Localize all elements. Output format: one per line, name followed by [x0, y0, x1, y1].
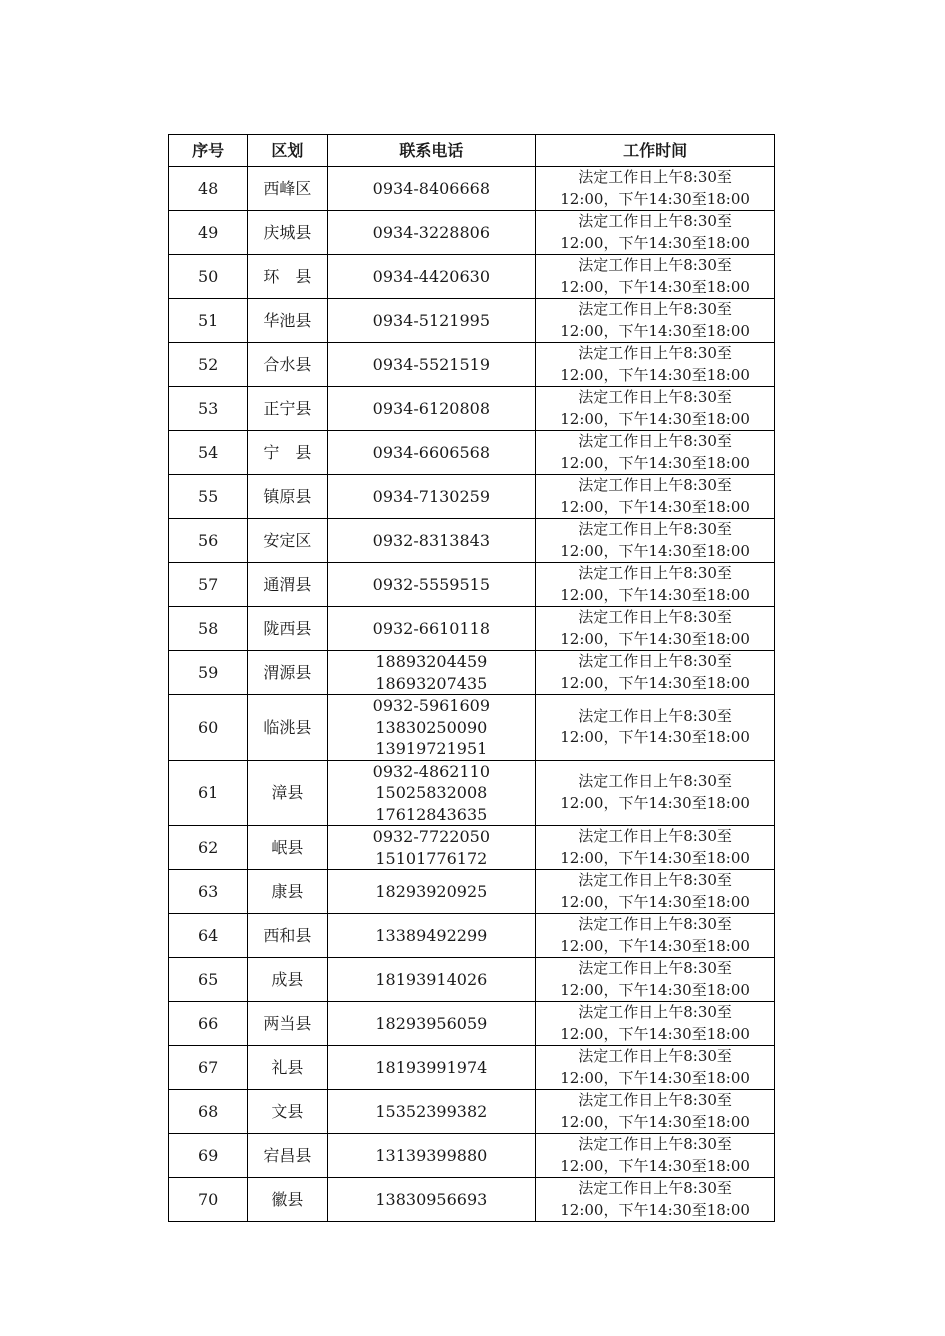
- working-hours-line: 12:00，下午14:30至18:00: [560, 793, 750, 812]
- contact-phone: 0934-3228806: [372, 222, 491, 242]
- table-row: [169, 475, 775, 519]
- working-hours-line: 法定工作日上午8:30至: [578, 1179, 732, 1197]
- district-name: 徽县: [248, 1178, 327, 1222]
- contact-phone-cell: [327, 519, 536, 563]
- working-hours-line: 12:00，下午14:30至18:00: [560, 277, 750, 296]
- contact-phone: 0934-6120808: [372, 398, 491, 418]
- row-number: 68: [169, 1090, 248, 1134]
- contact-phone: 13830956693: [375, 1189, 488, 1209]
- contact-phone: 15101776172: [375, 848, 488, 868]
- working-hours-cell: [536, 1090, 775, 1134]
- district-name: 镇原县: [248, 475, 327, 519]
- working-hours-line: 法定工作日上午8:30至: [578, 1135, 732, 1153]
- working-hours-line: 12:00，下午14:30至18:00: [560, 1200, 750, 1219]
- row-number: 60: [169, 695, 248, 761]
- district-name: 安定区: [248, 519, 327, 563]
- row-number: 70: [169, 1178, 248, 1222]
- contact-phone-cell: [327, 299, 536, 343]
- working-hours-line: 12:00，下午14:30至18:00: [560, 189, 750, 208]
- row-number: 52: [169, 343, 248, 387]
- contact-phone-cell: [327, 695, 536, 761]
- contact-phone: 0932-6610118: [372, 618, 491, 638]
- row-number: 62: [169, 826, 248, 870]
- row-number: 49: [169, 211, 248, 255]
- working-hours-cell: [536, 695, 775, 761]
- table-row: [169, 695, 775, 761]
- contact-phone: 18893204459: [375, 652, 488, 671]
- working-hours-line: 12:00，下午14:30至18:00: [560, 409, 750, 428]
- contact-phone-cell: [327, 343, 536, 387]
- contact-phone: 0932-8313843: [372, 530, 491, 550]
- working-hours-cell: [536, 387, 775, 431]
- working-hours-line: 法定工作日上午8:30至: [578, 652, 732, 670]
- table-row: [169, 1090, 775, 1134]
- contact-phone: 13139399880: [375, 1145, 488, 1165]
- contact-phone-cell: [327, 167, 536, 211]
- working-hours-line: 法定工作日上午8:30至: [578, 388, 732, 406]
- working-hours-line: 12:00，下午14:30至18:00: [560, 233, 750, 252]
- row-number: 55: [169, 475, 248, 519]
- table-row: [169, 211, 775, 255]
- contact-phone-cell: [327, 760, 536, 826]
- district-name: 正宁县: [248, 387, 327, 431]
- working-hours-line: 12:00，下午14:30至18:00: [560, 365, 750, 384]
- working-hours-line: 12:00，下午14:30至18:00: [560, 585, 750, 604]
- row-number: 67: [169, 1046, 248, 1090]
- header-row: [169, 135, 775, 167]
- district-name: 渭源县: [248, 651, 327, 695]
- working-hours-line: 法定工作日上午8:30至: [578, 1047, 732, 1065]
- contact-phone-cell: [327, 431, 536, 475]
- row-number: 69: [169, 1134, 248, 1178]
- working-hours-cell: [536, 211, 775, 255]
- district-name: 成县: [248, 958, 327, 1002]
- district-name: 宁 县: [248, 431, 327, 475]
- table-row: [169, 387, 775, 431]
- working-hours-line: 法定工作日上午8:30至: [578, 1091, 732, 1109]
- district-name: 通渭县: [248, 563, 327, 607]
- table-row: [169, 1134, 775, 1178]
- district-name: 临洮县: [248, 695, 327, 761]
- working-hours-line: 法定工作日上午8:30至: [578, 608, 732, 626]
- row-number: 65: [169, 958, 248, 1002]
- contact-phone: 18193991974: [375, 1057, 488, 1077]
- contact-phone-cell: [327, 870, 536, 914]
- working-hours-cell: [536, 607, 775, 651]
- contact-phone: 0934-6606568: [372, 442, 491, 462]
- working-hours-cell: [536, 563, 775, 607]
- header-district: 区划: [248, 135, 327, 167]
- working-hours-line: 法定工作日上午8:30至: [578, 168, 732, 186]
- table-row: [169, 826, 775, 870]
- working-hours-line: 法定工作日上午8:30至: [578, 344, 732, 362]
- working-hours-cell: [536, 914, 775, 958]
- district-name: 西峰区: [248, 167, 327, 211]
- working-hours-line: 12:00，下午14:30至18:00: [560, 980, 750, 999]
- working-hours-cell: [536, 431, 775, 475]
- district-name: 庆城县: [248, 211, 327, 255]
- working-hours-line: 法定工作日上午8:30至: [578, 520, 732, 538]
- contact-phone: 13389492299: [375, 925, 488, 945]
- working-hours-cell: [536, 299, 775, 343]
- working-hours-line: 法定工作日上午8:30至: [578, 300, 732, 318]
- row-number: 58: [169, 607, 248, 651]
- table-row: [169, 651, 775, 695]
- contact-phone-cell: [327, 958, 536, 1002]
- table-row: [169, 255, 775, 299]
- working-hours-line: 12:00，下午14:30至18:00: [560, 673, 750, 692]
- working-hours-line: 法定工作日上午8:30至: [578, 212, 732, 230]
- contact-phone-cell: [327, 1090, 536, 1134]
- contact-phone-cell: [327, 563, 536, 607]
- row-number: 63: [169, 870, 248, 914]
- working-hours-line: 法定工作日上午8:30至: [578, 915, 732, 933]
- contact-phone: 0934-4420630: [372, 266, 491, 286]
- working-hours-line: 法定工作日上午8:30至: [578, 564, 732, 582]
- contact-phone: 18293920925: [375, 881, 488, 901]
- table-header: [169, 135, 775, 167]
- table-row: [169, 607, 775, 651]
- district-name: 华池县: [248, 299, 327, 343]
- working-hours-cell: [536, 343, 775, 387]
- working-hours-line: 12:00，下午14:30至18:00: [560, 321, 750, 340]
- contact-phone: 0934-7130259: [372, 486, 491, 506]
- working-hours-line: 12:00，下午14:30至18:00: [560, 892, 750, 911]
- working-hours-line: 法定工作日上午8:30至: [578, 827, 732, 845]
- working-hours-line: 12:00，下午14:30至18:00: [560, 497, 750, 516]
- working-hours-cell: [536, 760, 775, 826]
- working-hours-line: 12:00，下午14:30至18:00: [560, 936, 750, 955]
- table-body: [169, 167, 775, 1222]
- contact-phone: 0934-8406668: [372, 178, 491, 198]
- district-name: 西和县: [248, 914, 327, 958]
- working-hours-cell: [536, 826, 775, 870]
- working-hours-cell: [536, 651, 775, 695]
- contact-phone-cell: [327, 1046, 536, 1090]
- table-row: [169, 519, 775, 563]
- contact-phone-cell: [327, 475, 536, 519]
- working-hours-line: 法定工作日上午8:30至: [578, 871, 732, 889]
- contact-phone: 13830250090: [375, 717, 488, 737]
- row-number: 56: [169, 519, 248, 563]
- district-name: 文县: [248, 1090, 327, 1134]
- contact-phone-cell: [327, 914, 536, 958]
- contact-phone: 0932-5559515: [372, 574, 491, 594]
- contact-phone: 0934-5121995: [372, 310, 491, 330]
- district-name: 康县: [248, 870, 327, 914]
- contact-phone-cell: [327, 211, 536, 255]
- table-row: [169, 1046, 775, 1090]
- working-hours-line: 12:00，下午14:30至18:00: [560, 453, 750, 472]
- table-row: [169, 167, 775, 211]
- contact-phone: 18293956059: [375, 1013, 488, 1033]
- working-hours-line: 12:00，下午14:30至18:00: [560, 1156, 750, 1175]
- table-row: [169, 958, 775, 1002]
- contact-phone: 15025832008: [375, 783, 488, 802]
- working-hours-line: 法定工作日上午8:30至: [578, 772, 732, 791]
- contact-phone-cell: [327, 387, 536, 431]
- working-hours-line: 12:00，下午14:30至18:00: [560, 848, 750, 867]
- contact-table: [168, 134, 775, 1222]
- table-row: [169, 343, 775, 387]
- contact-phone: 18693207435: [375, 673, 488, 693]
- contact-phone-cell: [327, 651, 536, 695]
- working-hours-cell: [536, 1178, 775, 1222]
- row-number: 51: [169, 299, 248, 343]
- table-row: [169, 299, 775, 343]
- working-hours-line: 法定工作日上午8:30至: [578, 256, 732, 274]
- row-number: 53: [169, 387, 248, 431]
- row-number: 59: [169, 651, 248, 695]
- working-hours-line: 法定工作日上午8:30至: [578, 1003, 732, 1021]
- district-name: 岷县: [248, 826, 327, 870]
- row-number: 50: [169, 255, 248, 299]
- header-no: 序号: [169, 135, 248, 167]
- contact-phone: 0934-5521519: [372, 354, 491, 374]
- working-hours-line: 法定工作日上午8:30至: [578, 959, 732, 977]
- working-hours-cell: [536, 1002, 775, 1046]
- working-hours-cell: [536, 519, 775, 563]
- table-row: [169, 870, 775, 914]
- row-number: 61: [169, 760, 248, 826]
- working-hours-line: 12:00，下午14:30至18:00: [560, 1068, 750, 1087]
- contact-phone: 0932-5961609: [372, 696, 491, 715]
- table-row: [169, 914, 775, 958]
- district-name: 合水县: [248, 343, 327, 387]
- district-name: 两当县: [248, 1002, 327, 1046]
- table-row: [169, 563, 775, 607]
- row-number: 66: [169, 1002, 248, 1046]
- contact-phone: 17612843635: [375, 804, 488, 824]
- working-hours-cell: [536, 255, 775, 299]
- district-name: 漳县: [248, 760, 327, 826]
- contact-phone: 0932-4862110: [372, 761, 491, 781]
- district-name: 宕昌县: [248, 1134, 327, 1178]
- row-number: 48: [169, 167, 248, 211]
- working-hours-line: 12:00，下午14:30至18:00: [560, 629, 750, 648]
- working-hours-line: 12:00，下午14:30至18:00: [560, 1024, 750, 1043]
- row-number: 64: [169, 914, 248, 958]
- contact-phone-cell: [327, 255, 536, 299]
- working-hours-line: 12:00，下午14:30至18:00: [560, 1112, 750, 1131]
- district-name: 礼县: [248, 1046, 327, 1090]
- table-row: [169, 431, 775, 475]
- header-phone: 联系电话: [327, 135, 536, 167]
- contact-phone-cell: [327, 826, 536, 870]
- contact-phone-cell: [327, 607, 536, 651]
- working-hours-cell: [536, 1134, 775, 1178]
- district-name: 环 县: [248, 255, 327, 299]
- working-hours-line: 法定工作日上午8:30至: [578, 432, 732, 450]
- table-row: [169, 1178, 775, 1222]
- row-number: 54: [169, 431, 248, 475]
- working-hours-line: 12:00，下午14:30至18:00: [560, 728, 750, 747]
- contact-phone-cell: [327, 1002, 536, 1046]
- contact-phone: 13919721951: [375, 739, 488, 758]
- working-hours-line: 12:00，下午14:30至18:00: [560, 541, 750, 560]
- table-row: [169, 760, 775, 826]
- contact-phone: 18193914026: [375, 969, 488, 989]
- contact-phone-cell: [327, 1178, 536, 1222]
- row-number: 57: [169, 563, 248, 607]
- working-hours-cell: [536, 475, 775, 519]
- header-hours: 工作时间: [536, 135, 775, 167]
- working-hours-cell: [536, 1046, 775, 1090]
- working-hours-line: 法定工作日上午8:30至: [578, 476, 732, 494]
- contact-phone: 15352399382: [375, 1101, 488, 1121]
- working-hours-cell: [536, 167, 775, 211]
- district-name: 陇西县: [248, 607, 327, 651]
- working-hours-line: 法定工作日上午8:30至: [578, 706, 732, 725]
- contact-phone-cell: [327, 1134, 536, 1178]
- working-hours-cell: [536, 870, 775, 914]
- contact-phone: 0932-7722050: [372, 827, 491, 846]
- table-row: [169, 1002, 775, 1046]
- working-hours-cell: [536, 958, 775, 1002]
